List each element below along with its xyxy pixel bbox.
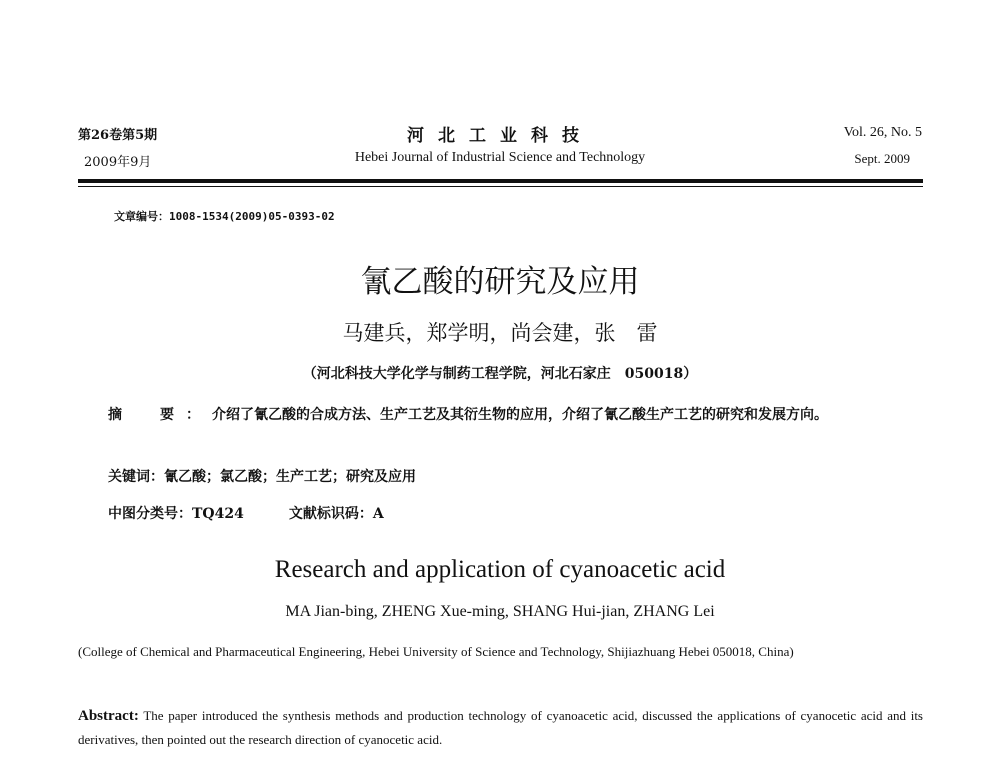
authors-en: MA Jian-bing, ZHENG Xue-ming, SHANG Hui-jian, ZHANG Lei [285,603,715,620]
document-code: 文献标识码：A [288,506,384,522]
keywords-cn: 关键词：氰乙酸；氯乙酸；生产工艺；研究及应用 [108,469,416,485]
abstract-cn [108,402,908,428]
abstract-en-label: Abstract: [78,708,139,724]
article-number: 文章编号：1008-1534(2009)05-0393-02 [114,210,335,223]
issue-cn: 第26卷第5期 [78,128,158,143]
paper-title-cn: 氰乙酸的研究及应用 [360,264,640,300]
header-rule-thick [78,179,923,183]
header-rule-thin [78,186,923,187]
volume-en: Vol. 26, No. 5 [843,125,922,140]
affiliation-cn: （河北科技大学化学与制药工程学院，河北石家庄 050018） [302,366,698,382]
classification-number: 中图分类号：TQ424 [108,506,244,522]
abstract-cn-label: 摘 要： [108,407,212,423]
authors-cn: 马建兵，郑学明，尚会建，张 雷 [342,321,658,345]
journal-title-en: Hebei Journal of Industrial Science and Technology [354,150,646,165]
journal-title-cn: 河北工业科技 [407,126,593,146]
date-cn: 2009年9月 [84,155,152,170]
abstract-en-text: The paper introduced the synthesis methods and production technology of cyanoacetic acid, discussed the applications of cyanocetic acid and its derivatives, then pointed out the research direction of cyanocetic acid. [78,708,923,747]
classification-line [108,503,384,523]
date-en: Sept. 2009 [854,151,910,166]
abstract-cn-text: 介绍了氰乙酸的合成方法、生产工艺及其衍生物的应用，介绍了氰乙酸生产工艺的研究和发展方向。 [212,407,828,423]
affiliation-en: (College of Chemical and Pharmaceutical Engineering, Hebei University of Science and Technology, Shijiazhuang Hebei 050018, China) [78,644,794,659]
paper-title-en: Research and application of cyanoacetic acid [274,556,726,583]
abstract-en [78,704,923,751]
